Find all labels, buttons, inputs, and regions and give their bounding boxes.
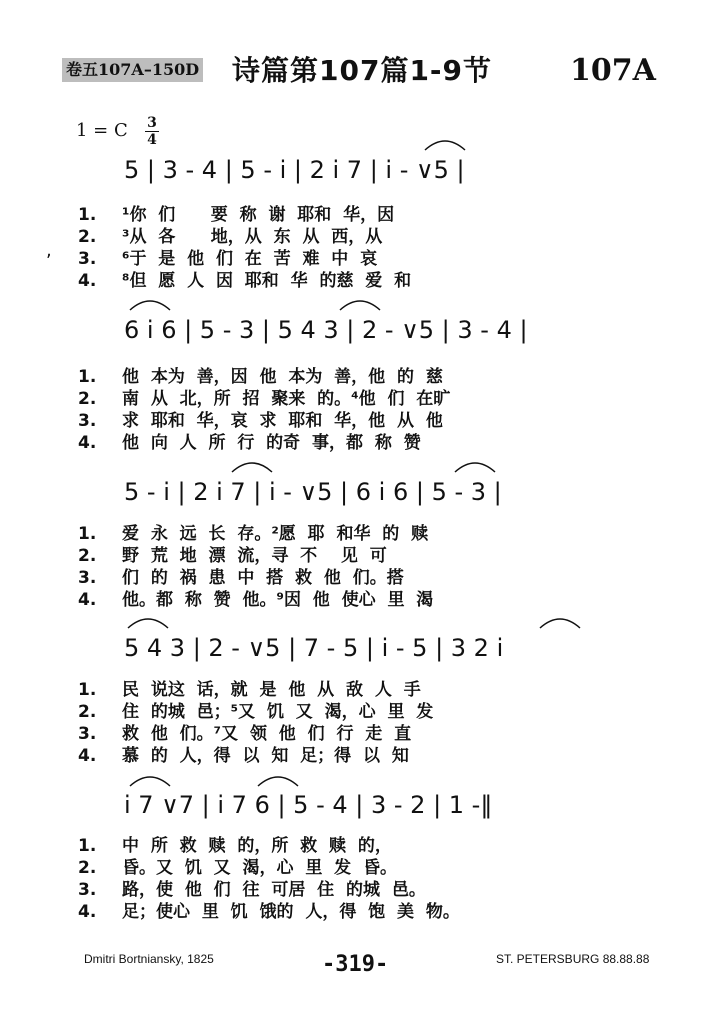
verse-number: 4.	[78, 902, 97, 922]
lyric-line: 求 耶和 华，哀 求 耶和 华，他 从 他	[122, 411, 443, 431]
verse-number: 2.	[78, 858, 97, 878]
volume-tag: 卷五107A–150D	[62, 58, 203, 82]
lyric-line: ⁸但 愿 人 因 耶和 华 的慈 爱 和	[122, 271, 412, 291]
slur	[425, 141, 465, 150]
margin-mark: ,	[46, 240, 52, 261]
verse-number: 4.	[78, 271, 97, 291]
lyric-line: 慕 的 人，得 以 知 足；得 以 知	[122, 746, 409, 766]
verse-number: 2.	[78, 227, 97, 247]
lyric-line: 民 说这 话，就 是 他 从 敌 人 手	[122, 680, 421, 700]
lyric-line: 昏。又 饥 又 渴，心 里 发 昏。	[122, 858, 398, 878]
verse-number: 1.	[78, 836, 97, 856]
verse-number: 1.	[78, 205, 97, 225]
tune-name: ST. PETERSBURG 88.88.88	[496, 952, 650, 966]
verse-number: 4.	[78, 433, 97, 453]
lyric-line: 中 所 救 赎 的，所 救 赎 的，	[122, 836, 392, 856]
composer-credit: Dmitri Bortniansky, 1825	[84, 952, 214, 966]
verse-number: 2.	[78, 389, 97, 409]
page-number: -319-	[322, 952, 389, 977]
lyric-line: 们 的 祸 患 中 搭 救 他 们。搭	[122, 568, 404, 588]
time-signature-top: 3	[147, 115, 157, 131]
verse-number: 1.	[78, 367, 97, 387]
key-signature: 1 = C	[76, 120, 128, 141]
verse-number: 2.	[78, 702, 97, 722]
lyric-line: 南 从 北，所 招 聚来 的。⁴他 们 在旷	[122, 389, 451, 409]
lyric-line: 野 荒 地 漂 流，寻 不 见 可	[122, 546, 387, 566]
time-signature-bottom: 4	[147, 132, 157, 148]
slur	[232, 463, 272, 472]
notes-row-1: 5 | 3 - 4 | 5 - i | 2 i 7 | i - ∨5 |	[124, 156, 465, 184]
notes-row-2: 6 i 6 | 5 - 3 | 5 4 3 | 2 - ∨5 | 3 - 4 |	[124, 316, 528, 344]
time-signature	[145, 116, 159, 147]
slur	[540, 619, 580, 628]
lyric-line: 路，使 他 们 往 可居 住 的城 邑。	[122, 880, 426, 900]
verse-number: 1.	[78, 524, 97, 544]
slur	[455, 463, 495, 472]
verse-number: 3.	[78, 880, 97, 900]
verse-number: 2.	[78, 546, 97, 566]
lyric-line: 爱 永 远 长 存。²愿 耶 和华 的 赎	[122, 524, 429, 544]
lyric-line: ³从 各 地，从 东 从 西，从	[122, 227, 383, 247]
verse-number: 4.	[78, 746, 97, 766]
verse-number: 1.	[78, 680, 97, 700]
lyric-line: 他。都 称 赞 他。⁹因 他 使心 里 渴	[122, 590, 434, 610]
hymn-number: 107A	[570, 53, 656, 88]
slur	[258, 777, 298, 786]
verse-number: 3.	[78, 249, 97, 269]
slur	[130, 777, 170, 786]
verse-number: 4.	[78, 590, 97, 610]
lyric-line: 足；使心 里 饥 饿的 人，得 饱 美 物。	[122, 902, 460, 922]
lyric-line: 他 向 人 所 行 的奇 事，都 称 赞	[122, 433, 421, 453]
slur	[128, 619, 168, 628]
verse-number: 3.	[78, 568, 97, 588]
verse-number: 3.	[78, 411, 97, 431]
notes-row-4: 5 4 3 | 2 - ∨5 | 7 - 5 | i - 5 | 3 2 i	[124, 634, 504, 662]
lyric-line: 住 的城 邑；⁵又 饥 又 渴，心 里 发	[122, 702, 434, 722]
lyric-line: 他 本为 善，因 他 本为 善，他 的 慈	[122, 367, 443, 387]
lyric-line: ⁶于 是 他 们 在 苦 难 中 哀	[122, 249, 378, 269]
notes-row-5: i 7 ∨7 | i 7 6 | 5 - 4 | 3 - 2 | 1 -‖	[124, 791, 493, 819]
slur	[130, 301, 170, 310]
page-title: 诗篇第107篇1-9节	[232, 54, 493, 87]
lyric-line: 救 他 们。⁷又 领 他 们 行 走 直	[122, 724, 412, 744]
notes-row-3: 5 - i | 2 i 7 | i - ∨5 | 6 i 6 | 5 - 3 |	[124, 478, 502, 506]
lyric-line: ¹你 们 要 称 谢 耶和 华，因	[122, 205, 395, 225]
verse-number: 3.	[78, 724, 97, 744]
slur	[340, 301, 380, 310]
